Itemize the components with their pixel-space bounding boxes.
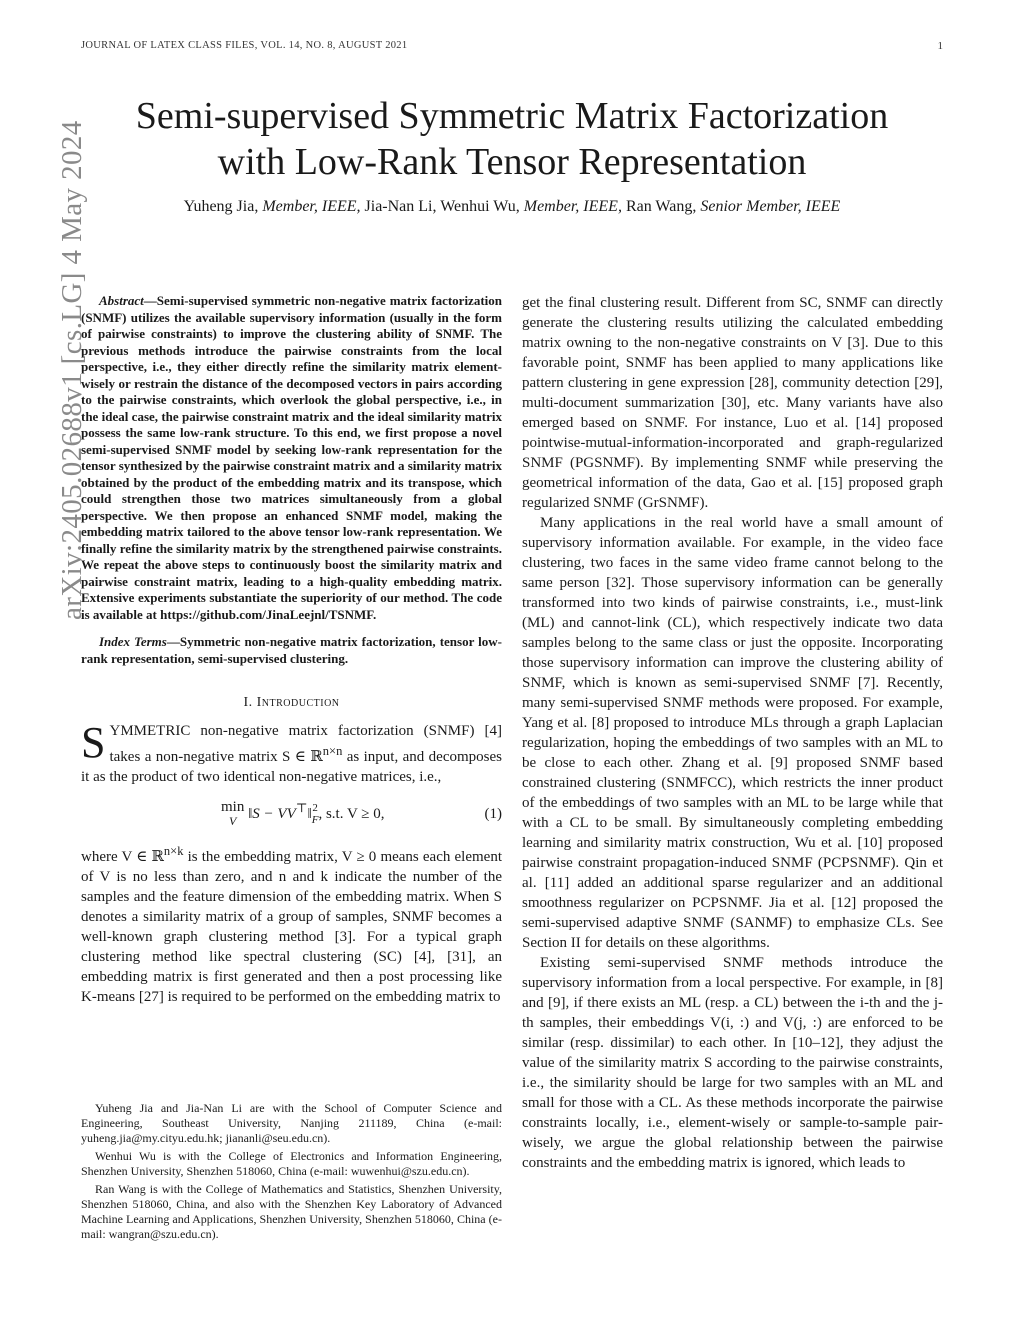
author-2-3: Jia-Nan Li, Wenhui Wu, bbox=[364, 198, 520, 215]
arxiv-id: arXiv:2405.02688v1 [cs.LG] 4 May 2024 bbox=[56, 120, 88, 620]
arxiv-watermark bbox=[18, 120, 88, 650]
equation-1 bbox=[81, 797, 502, 831]
title-line-1: Semi-supervised Symmetric Matrix Factorization bbox=[135, 95, 889, 137]
equation-number: (1) bbox=[484, 805, 502, 822]
footnote-2: Wenhui Wu is with the College of Electronics and Information Engineering, Shenzhen University, Shenzhen 518060, China (e-mail: wuwenhui@szu.edu.cn). bbox=[81, 1149, 502, 1178]
intro-text-b: as input, and decomposes it as the product of two identical non-negative matrices, i.e., bbox=[81, 749, 502, 785]
section-number: I. bbox=[243, 695, 253, 710]
intro-p2-b: is the embedding matrix, V ≥ 0 means each element of V is no less than zero, and n and k indicate the number of the samples and the feature dimension of the embedding matrix. When S denotes a similarity matrix of a group of samples, SNMF becomes a well-known graph clustering method [3]. For a typical graph clustering method like spectral clustering (SC) [4], [31], an embedding matrix is first generated and then a post processing like K-means [27] is required to be performed on the embedding matrix to bbox=[81, 849, 502, 1005]
right-paragraph-2: Many applications in the real world have a small amount of supervisory information available. For example, in the video face clustering, two faces in the same video frame cannot belong to the same person [32]. Those supervisory information can be generally transformed into two kinds of pairwise constraints, i.e., must-link (ML) and cannot-link (CL), which respectively indicate two data samples belong to the same class or just the opposite. Incorporating those supervisory information can improve the clustering ability of SNMF, which is known as semi-supervised SNMF [7]. Recently, many semi-supervised SNMF methods were proposed. For example, Yang et al. [8] proposed to introduce MLs through a graph Laplacian regularization, hoping the embeddings of two samples with an ML to be close to each other. Zhang et al. [9] proposed SNMF based constrained clustering (SNMFCC), which restricts the inner product of the embeddings of two samples with an ML to be large while that with a CL to be small. By simultaneously completing embedding learning and similarity matrix construction, Wu et al. [10] proposed pairwise constraint propagation-induced SNMF (PCPSNMF). Qin et al. [11] added an additional sparse regularizer and an additional smoothness regularizer on PCPSNMF. Jia et al. [12] proposed the semi-supervised adaptive SNMF (SANMF) to emphasize CLs. See Section II for details on these algorithms. bbox=[522, 515, 943, 951]
eq-transpose: ⊤ bbox=[295, 800, 308, 815]
left-column bbox=[81, 293, 502, 1007]
eq-constraint: , s.t. V ≥ 0, bbox=[318, 805, 385, 822]
page-number: 1 bbox=[937, 40, 943, 52]
abstract-label: Abstract bbox=[99, 293, 144, 308]
author-list bbox=[0, 198, 1024, 216]
footnote-1: Yuheng Jia and Jia-Nan Li are with the School of Computer Science and Engineering, Southeast University, Nanjing 211189, China (e-mail: yuheng.jia@my.cityu.edu.hk; jiananli@seu.edu.cn). bbox=[81, 1101, 502, 1145]
drop-cap: S bbox=[81, 718, 106, 767]
author-3-role: Member, IEEE, bbox=[523, 198, 622, 215]
author-1: Yuheng Jia, bbox=[183, 198, 259, 215]
paper-title bbox=[0, 93, 1024, 185]
intro-lead-word: YMMETRIC bbox=[109, 723, 191, 739]
abstract-text: —Semi-supervised symmetric non-negative matrix factorization (SNMF) utilizes the available supervisory information (usually in the form of pairwise constraints) to improve the clustering ability of SNMF. The previous methods introduce the pairwise constraints from the local perspective, i.e., they either directly refine the similarity matrix element-wisely or restrain the distance of the decomposed vectors in pairs according to the pairwise constraints, which overlook the global perspective, i.e., in the ideal case, the pairwise constraint matrix and the ideal similarity matrix possess the same low-rank structure. To this end, we first propose a novel semi-supervised SNMF model by seeking low-rank representation for the tensor synthesized by the pairwise constraint matrix and a similarity matrix obtained by the product of the embedding matrix and its transpose, which could strengthen those two matrices simultaneously from a global perspective. We then propose an enhanced SNMF model, making the embedding matrix tailored to the above tensor low-rank representation. We finally refine the similarity matrix by the strengthened pairwise constraints. We repeat the above steps to continuously boost the similarity matrix and pairwise constraint matrix, leading to a high-quality embedding matrix. Extensive experiments substantiate the superiority of our method. The code is available at https://github.com/JinaLeejnl/TSNMF. bbox=[81, 293, 502, 622]
eq-main: ‖S − VV bbox=[248, 805, 296, 822]
eq-power: 2 bbox=[312, 802, 318, 815]
equation-body bbox=[81, 800, 485, 829]
author-4: Ran Wang, bbox=[625, 198, 697, 215]
intro-p2-a: where V ∈ ℝ bbox=[81, 849, 164, 865]
section-title: Introduction bbox=[256, 695, 340, 710]
right-paragraph-3: Existing semi-supervised SNMF methods introduce the supervisory information from a local perspective. For example, in [8] and [9], if there exists an ML (resp. a CL) between the i-th and the j-th samples, their embeddings V(i, :) and V(j, :) are enforced to be similar (resp. dissimilar) to each other. In [10–12], they adjust the value of the similarity matrix S according to the pairwise constraints, i.e., the similarity should be large for two samples with an ML and small for those with a CL. As these methods incorporate the pairwise constraints locally, i.e., element-wisely or sample-to-sample pair-wisely, we argue the global relationship between the pairwise constraints and the embedding matrix is ignored, which leads to bbox=[522, 955, 943, 1171]
author-1-role: Member, IEEE, bbox=[262, 198, 361, 215]
intro-text-a: non-negative matrix factorization (SNMF) [4] takes a non-negative matrix S ∈ ℝ bbox=[109, 723, 502, 765]
intro-superscript: n×n bbox=[322, 744, 343, 758]
footnote-3: Ran Wang is with the College of Mathematics and Statistics, Shenzhen University, Shenzhen 518060, China, and also with the Shenzhen Key Laboratory of Advanced Machine Learning and Applications, Shenzhen University, Shenzhen 518060, China (e-mail: wangran@szu.edu.cn). bbox=[81, 1182, 502, 1241]
running-header: JOURNAL OF LATEX CLASS FILES, VOL. 14, NO. 8, AUGUST 2021 bbox=[81, 40, 408, 51]
intro-paragraph-2 bbox=[81, 841, 502, 1007]
author-footnotes bbox=[81, 1101, 502, 1245]
intro-paragraph-1 bbox=[81, 718, 502, 787]
eq-frobenius: F bbox=[311, 814, 319, 827]
eq-min: min bbox=[220, 799, 245, 816]
author-4-role: Senior Member, IEEE bbox=[700, 198, 841, 215]
eq-norm-close: ‖ bbox=[307, 805, 312, 822]
section-heading bbox=[81, 695, 502, 711]
index-terms-label: Index Terms bbox=[99, 634, 167, 649]
right-paragraph-1: get the final clustering result. Different from SC, SNMF can directly generate the clustering results utilizing the calculated embedding matrix owning to the non-negative constraints on V [3]. Due to this favorable point, SNMF has been applied to many applications like pattern clustering in gene expression [28], community detection [29], multi-document summarization [30], etc. Many variants have also emerged based on SNMF. For instance, Luo et al. [14] proposed pointwise-mutual-information-incorporated and graph-regularized SNMF (PGSNMF). By implementing SNMF while preserving the geometrical information of the data, Gao et al. [15] proposed graph regularized SNMF (GrSNMF). bbox=[522, 295, 943, 511]
index-terms bbox=[81, 634, 502, 667]
intro-p2-superscript: n×k bbox=[163, 844, 184, 858]
right-column bbox=[522, 293, 943, 1173]
abstract bbox=[81, 293, 502, 623]
index-terms-text: —Symmetric non-negative matrix factorization, tensor low-rank representation, semi-supervised clustering. bbox=[81, 634, 503, 666]
title-line-2: with Low-Rank Tensor Representation bbox=[217, 141, 807, 183]
eq-min-sub: V bbox=[228, 814, 237, 829]
